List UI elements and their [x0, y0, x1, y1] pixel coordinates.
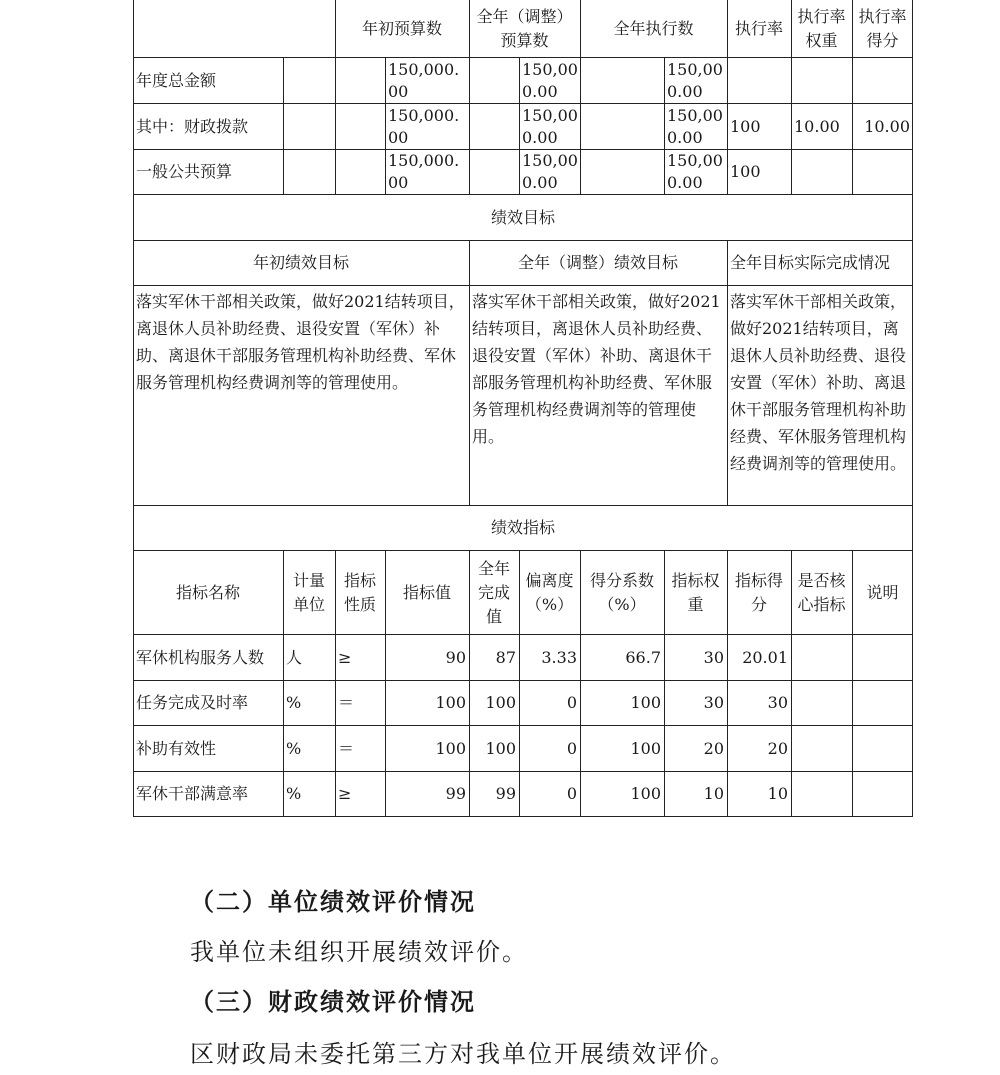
goals-col-initial: 年初绩效目标 — [252, 253, 349, 272]
budget-row-initial: 150,000.00 — [388, 151, 460, 192]
grid-line — [519, 57, 520, 194]
grid-line — [912, 0, 913, 817]
goals-text-adjusted: 落实军休干部相关政策，做好2021结转项目，离退休人员补助经费、退役安置（军休）补助、离退休干部服务管理机构补助经费、军休服务管理机构经费调剂等的管理使用。 — [472, 292, 721, 446]
goals-section-title: 绩效目标 — [490, 207, 555, 227]
ind-row-nature: ≥ — [338, 647, 352, 667]
ind-row-actual: 100 — [485, 693, 516, 712]
ind-row-weight: 10 — [703, 784, 724, 803]
ind-row-name: 补助有效性 — [136, 738, 217, 758]
ind-row-nature: ＝ — [338, 693, 355, 712]
section-title-unit-evaluation: （二）单位绩效评价情况 — [190, 888, 476, 916]
budget-row-adjusted: 150,000.00 — [522, 151, 578, 192]
grid-line — [469, 550, 470, 816]
ind-row-score: 20 — [767, 738, 788, 758]
ind-row-unit: % — [286, 738, 302, 758]
ind-header-deviation: 偏离度（%） — [525, 570, 574, 614]
grid-line — [727, 550, 728, 816]
ind-row-actual: 87 — [495, 647, 516, 667]
goals-text-initial: 落实军休干部相关政策，做好2021结转项目，离退休人员补助经费、退役安置（军休）补助、离退休干部服务管理机构补助经费、军休服务管理机构经费调剂等的管理使用。 — [136, 292, 465, 392]
ind-row-name: 任务完成及时率 — [136, 693, 249, 712]
grid-line — [335, 550, 336, 816]
ind-row-target: 99 — [445, 784, 466, 803]
ind-row-score: 10 — [767, 784, 788, 803]
budget-row-weight — [791, 58, 852, 103]
budget-row-label: 一般公共预算 — [136, 162, 233, 181]
budget-row-adjusted: 150,000.00 — [522, 59, 578, 101]
ind-row-coef: 66.7 — [625, 647, 661, 667]
ind-row-weight: 30 — [703, 647, 724, 667]
ind-row-actual: 99 — [495, 784, 516, 803]
budget-row-score — [852, 150, 913, 194]
budget-row-label: 年度总金额 — [136, 70, 217, 90]
ind-row-coef: 100 — [630, 784, 661, 803]
grid-line — [335, 0, 336, 194]
grid-line — [133, 634, 913, 635]
ind-row-score: 30 — [767, 693, 788, 712]
grid-line — [133, 149, 913, 150]
indicators-section-title: 绩效指标 — [490, 518, 555, 537]
ind-row-note — [852, 635, 913, 680]
grid-line — [727, 240, 728, 505]
ind-header-unit: 计量单位 — [292, 570, 325, 614]
grid-line — [664, 57, 665, 194]
grid-line — [283, 57, 284, 194]
ind-row-coef: 100 — [630, 693, 661, 712]
header-exec-rate-weight: 执行率权重 — [797, 6, 846, 50]
header-initial-budget: 年初预算数 — [361, 18, 442, 38]
header-exec-rate-score: 执行率得分 — [858, 6, 907, 50]
budget-row-initial: 150,000.00 — [388, 105, 460, 147]
budget-row-score: 10.00 — [864, 116, 910, 136]
budget-row-adjusted: 150,000.00 — [522, 105, 578, 147]
ind-row-target: 90 — [445, 647, 466, 667]
grid-line — [727, 0, 728, 194]
grid-line — [133, 505, 913, 506]
budget-row-label: 其中：财政拨款 — [136, 116, 249, 136]
budget-row-executed: 150,000.00 — [667, 151, 723, 192]
ind-row-unit: % — [286, 784, 302, 803]
ind-row-deviation: 0 — [566, 738, 577, 758]
budget-row-executed: 150,000.00 — [667, 59, 723, 101]
ind-header-actual: 全年完成值 — [477, 558, 510, 626]
grid-line — [519, 550, 520, 816]
goals-col-actual: 全年目标实际完成情况 — [730, 253, 891, 272]
section-text-unit-evaluation: 我单位未组织开展绩效评价。 — [190, 938, 528, 966]
ind-row-target: 100 — [435, 738, 466, 758]
budget-row-rate: 100 — [730, 116, 761, 136]
ind-row-name: 军休干部满意率 — [136, 784, 249, 803]
grid-line — [133, 285, 913, 286]
ind-header-target: 指标值 — [402, 582, 451, 602]
grid-line — [385, 57, 386, 194]
grid-line — [283, 550, 284, 816]
ind-row-unit: % — [286, 693, 302, 712]
header-blank-cell — [133, 0, 335, 57]
ind-row-nature: ≥ — [338, 784, 352, 803]
header-exec-rate: 执行率 — [734, 18, 783, 38]
grid-line — [133, 550, 913, 551]
budget-row-rate: 100 — [730, 162, 761, 181]
grid-line — [133, 725, 913, 726]
grid-line — [852, 0, 853, 194]
grid-line — [469, 240, 470, 505]
grid-line — [133, 57, 913, 58]
grid-line — [469, 0, 470, 194]
ind-row-target: 100 — [435, 693, 466, 712]
section-title-finance-evaluation: （三）财政绩效评价情况 — [190, 988, 476, 1016]
goals-col-adjusted: 全年（调整）绩效目标 — [517, 253, 678, 272]
header-full-year-exec: 全年执行数 — [613, 18, 694, 38]
ind-header-note: 说明 — [866, 582, 899, 602]
ind-header-core: 是否核心指标 — [797, 570, 846, 614]
grid-line — [580, 0, 581, 194]
ind-row-core — [791, 726, 852, 771]
grid-line — [791, 550, 792, 816]
ind-row-nature: ＝ — [338, 738, 355, 758]
ind-row-deviation: 0 — [566, 693, 577, 712]
header-adjusted-budget: 全年（调整）预算数 — [476, 6, 573, 50]
budget-row-executed: 150,000.00 — [667, 105, 723, 147]
ind-header-coef: 得分系数（%） — [589, 570, 654, 614]
section-text-finance-evaluation: 区财政局未委托第三方对我单位开展绩效评价。 — [190, 1040, 736, 1068]
grid-line — [133, 194, 913, 195]
ind-row-deviation: 3.33 — [541, 647, 577, 667]
ind-row-unit: 人 — [286, 647, 303, 667]
ind-header-nature: 指标性质 — [343, 570, 376, 614]
budget-row-weight — [791, 150, 852, 194]
grid-line — [133, 816, 913, 817]
ind-row-deviation: 0 — [566, 784, 577, 803]
ind-row-note — [852, 681, 913, 725]
ind-row-note — [852, 726, 913, 771]
grid-line — [133, 771, 913, 772]
grid-line — [133, 680, 913, 681]
grid-line — [791, 0, 792, 194]
budget-row-weight: 10.00 — [794, 116, 840, 136]
grid-line — [852, 550, 853, 816]
ind-row-core — [791, 772, 852, 816]
budget-row-initial: 150,000.00 — [388, 59, 460, 101]
ind-row-weight: 20 — [703, 738, 724, 758]
ind-header-name: 指标名称 — [175, 582, 240, 602]
ind-row-actual: 100 — [485, 738, 516, 758]
ind-row-name: 军休机构服务人数 — [136, 647, 265, 667]
ind-row-weight: 30 — [703, 693, 724, 712]
grid-line — [664, 550, 665, 816]
grid-line — [580, 550, 581, 816]
ind-row-note — [852, 772, 913, 816]
grid-line — [133, 0, 134, 817]
grid-line — [133, 103, 913, 104]
performance-table — [133, 0, 913, 816]
grid-line — [385, 550, 386, 816]
ind-row-core — [791, 681, 852, 725]
budget-row-score — [852, 58, 913, 103]
grid-line — [133, 240, 913, 241]
ind-header-score: 指标得分 — [734, 570, 783, 614]
goals-text-actual: 落实军休干部相关政策，做好2021结转项目，离退休人员补助经费、退役安置（军休）补助、离退休干部服务管理机构补助经费、军休服务管理机构经费调剂等的管理使用。 — [730, 292, 907, 473]
budget-row-rate — [727, 58, 791, 103]
ind-header-weight: 指标权重 — [671, 570, 720, 614]
ind-row-score: 20.01 — [742, 647, 788, 667]
ind-row-core — [791, 635, 852, 680]
ind-row-coef: 100 — [630, 738, 661, 758]
